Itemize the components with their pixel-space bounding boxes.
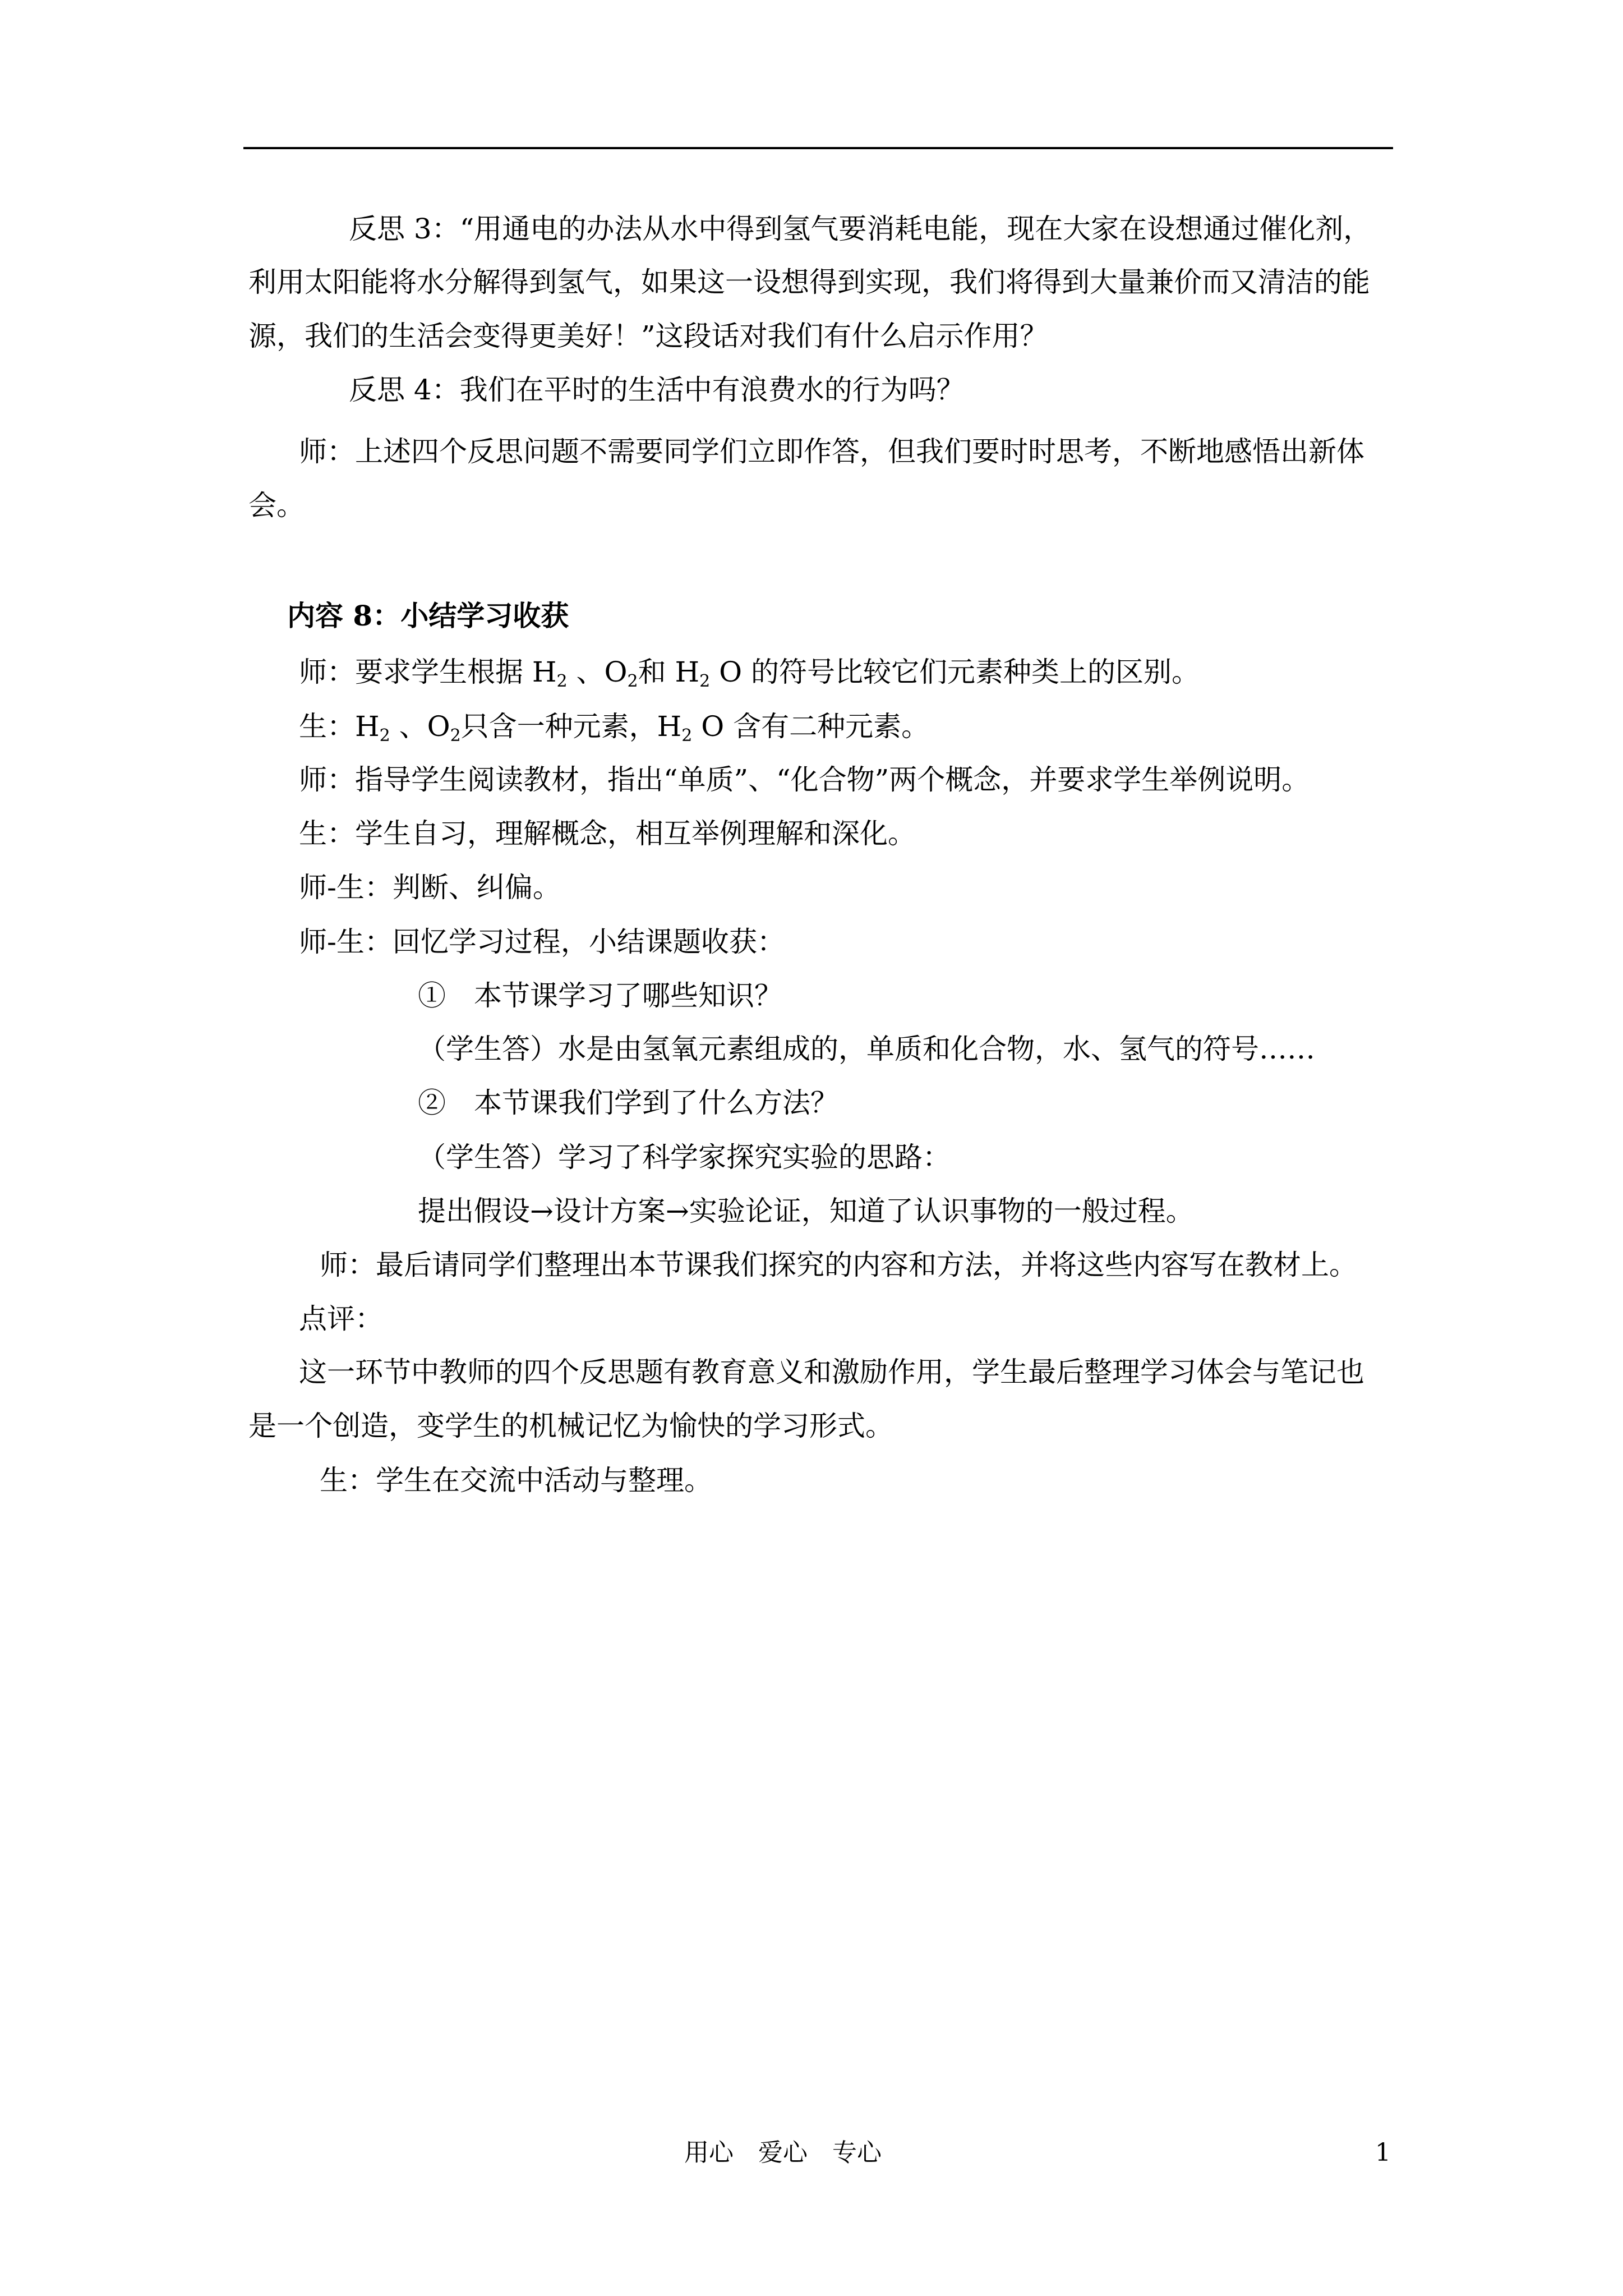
section-heading: 内容 8：小结学习收获 [287,599,569,632]
comment-label: 点评： [299,1303,383,1335]
student-line-2: 生：学生自习，理解概念，相互举例理解和深化。 [299,817,916,850]
comment-line-1: 这一环节中教师的四个反思题有教育意义和激励作用，学生最后整理学习体会与笔记也 [299,1356,1364,1388]
teacher-line-2: 师：指导学生阅读教材，指出“单质”、“化合物”两个概念，并要求学生举例说明。 [299,763,1310,796]
teacher-student-line-1: 师-生：判断、纠偏。 [299,871,561,904]
student-line-3: 生：学生在交流中活动与整理。 [320,1464,712,1497]
reflection-3-line-1: 反思 3：“用通电的办法从水中得到氢气要消耗电能，现在大家在设想通过催化剂， [349,213,1372,245]
reflection-3-line-3: 源，我们的生活会变得更美好！”这段话对我们有什么启示作用？ [248,320,1048,352]
reflection-4: 反思 4：我们在平时的生活中有浪费水的行为吗？ [349,374,965,406]
question-1: ① 本节课学习了哪些知识？ [418,979,782,1012]
answer-2-continued: 提出假设→设计方案→实验论证，知道了认识事物的一般过程。 [418,1195,1194,1227]
teacher-line-1: 师：要求学生根据 $H_2$ 、$O_2$和 $H_2$ O 的符号比较它们元素种类上的区别。 [299,656,1200,691]
footer-motto: 用心 爱心 专心 [684,2138,882,2167]
student-line-1: 生：$H_2$ 、$O_2$只含一种元素，$H_2$ O 含有二种元素。 [299,710,930,746]
answer-1: （学生答）水是由氢氧元素组成的，单质和化合物，水、氢气的符号…… [418,1033,1315,1065]
question-2: ② 本节课我们学到了什么方法？ [418,1087,838,1119]
teacher-note-line-1: 师：上述四个反思问题不需要同学们立即作答，但我们要时时思考，不断地感悟出新体 [299,435,1364,468]
teacher-line-3: 师：最后请同学们整理出本节课我们探究的内容和方法，并将这些内容写在教材上。 [320,1249,1357,1281]
page-number: 1 [1375,2138,1391,2167]
teacher-note-line-2: 会。 [248,489,305,522]
header-rule [243,147,1393,149]
comment-line-2: 是一个创造，变学生的机械记忆为愉快的学习形式。 [248,1410,893,1442]
answer-2: （学生答）学习了科学家探究实验的思路： [418,1141,951,1174]
teacher-student-line-2: 师-生：回忆学习过程，小结课题收获： [299,926,785,958]
reflection-3-line-2: 利用太阳能将水分解得到氢气，如果这一设想得到实现，我们将得到大量兼价而又清洁的能 [248,266,1370,298]
